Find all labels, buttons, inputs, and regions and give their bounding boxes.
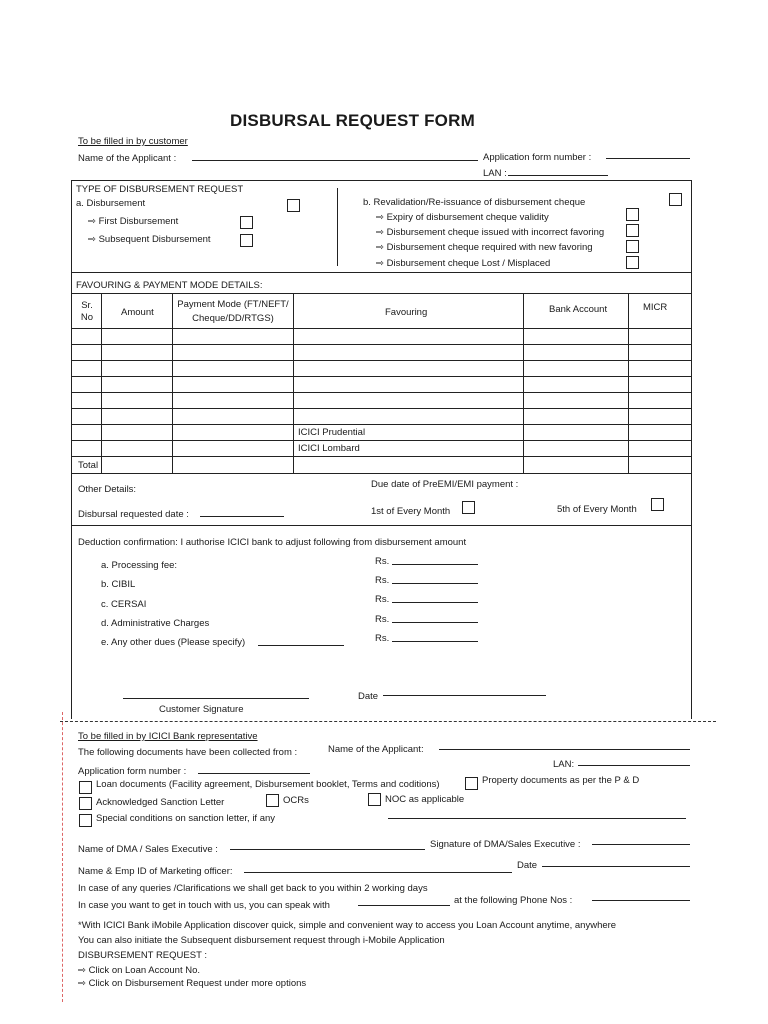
bank-section-heading: To be filled in by ICICI Bank representative [78, 731, 258, 742]
subsequent-disbursement-label: ⇨ Subsequent Disbursement [88, 234, 211, 245]
disbursement-a-label: a. Disbursement [76, 198, 146, 209]
noc-label: NOC as applicable [385, 794, 465, 805]
table-col-line [628, 293, 629, 473]
lost-cheque-label: ⇨ Disbursement cheque Lost / Misplaced [376, 258, 551, 269]
expiry-checkbox[interactable] [626, 208, 639, 221]
other-details-label: Other Details: [78, 484, 137, 495]
bank-app-form-field[interactable] [198, 773, 310, 774]
disbursal-date-field[interactable] [200, 516, 284, 517]
cersai-amount[interactable] [392, 602, 478, 603]
special-conditions-field[interactable] [388, 818, 686, 819]
bank-date-label: Date [517, 860, 538, 871]
table-bottom [71, 473, 691, 474]
queries-text: In case of any queries /Clarifications we shall get back to you within 2 working days [78, 883, 428, 894]
bank-applicant-name-label: Name of the Applicant: [328, 744, 424, 755]
customer-signature-field[interactable] [123, 698, 309, 699]
prefilled-icici-lombard: ICICI Lombard [298, 443, 360, 454]
total-label: Total [78, 460, 99, 471]
deduction-date-field[interactable] [383, 695, 546, 696]
ocrs-label: OCRs [283, 795, 309, 806]
revalidation-checkbox[interactable] [669, 193, 682, 206]
col-bank-account: Bank Account [549, 304, 608, 315]
col-micr: MICR [643, 302, 668, 313]
table-row-line [71, 328, 691, 329]
marketing-officer-field[interactable] [244, 872, 512, 873]
deduction-item-cersai: c. CERSAI [101, 599, 147, 610]
admin-charges-amount[interactable] [392, 622, 478, 623]
table-col-line [523, 293, 524, 473]
step-loan-account: ⇨ Click on Loan Account No. [78, 965, 201, 976]
table-row-line [71, 392, 691, 393]
col-sr [73, 300, 101, 324]
property-docs-label: Property documents as per the P & D [482, 775, 640, 786]
margin-dash [62, 712, 63, 1002]
bank-lan-label: LAN: [553, 759, 575, 770]
incorrect-favoring-checkbox[interactable] [626, 224, 639, 237]
marketing-officer-label: Name & Emp ID of Marketing officer: [78, 866, 233, 877]
lost-cheque-checkbox[interactable] [626, 256, 639, 269]
dma-signature-label: Signature of DMA/Sales Executive : [430, 839, 581, 850]
first-disbursement-checkbox[interactable] [240, 216, 253, 229]
rs-label: Rs. [375, 556, 390, 567]
special-conditions-checkbox[interactable] [79, 814, 92, 827]
favouring-heading: FAVOURING & PAYMENT MODE DETAILS: [76, 280, 263, 291]
disbursement-checkbox[interactable] [287, 199, 300, 212]
lan-label: LAN : [483, 168, 507, 179]
bank-lan-field[interactable] [578, 765, 690, 766]
table-row-line [71, 424, 691, 425]
type-divider [337, 188, 338, 266]
ocrs-checkbox[interactable] [266, 794, 279, 807]
contact-text-b: at the following Phone Nos : [454, 895, 573, 906]
other-dues-field[interactable] [258, 645, 344, 646]
disbursement-request-label: DISBURSEMENT REQUEST : [78, 950, 207, 961]
contact-text-a: In case you want to get in touch with us, you can speak with [78, 900, 330, 911]
prefilled-icici-prudential: ICICI Prudential [298, 427, 366, 438]
collected-from-label: The following documents have been collected from : [78, 747, 298, 758]
imobile-text: *With ICICI Bank iMobile Application discover quick, simple and convenient way to access you Loan Account anytime, anywhere [78, 920, 617, 931]
cut-line [60, 721, 716, 722]
table-row-line [71, 344, 691, 345]
col-sr-line1: Sr. [81, 300, 93, 311]
table-row-line [71, 408, 691, 409]
bank-date-field[interactable] [542, 866, 690, 867]
loan-docs-checkbox[interactable] [79, 781, 92, 794]
first-of-month-label: 1st of Every Month [371, 506, 451, 517]
subsequent-text: You can also initiate the Subsequent disbursement request through i-Mobile Application [78, 935, 445, 946]
dma-name-label: Name of DMA / Sales Executive : [78, 844, 218, 855]
fifth-of-month-label: 5th of Every Month [557, 504, 637, 515]
disbursal-date-label: Disbursal requested date : [78, 509, 189, 520]
dma-name-field[interactable] [230, 849, 425, 850]
table-top [71, 293, 691, 294]
dma-signature-field[interactable] [592, 844, 690, 845]
table-col-line [101, 293, 102, 473]
incorrect-favoring-label: ⇨ Disbursement cheque issued with incorrect favoring [376, 227, 605, 238]
section-divider [71, 272, 691, 273]
processing-fee-amount[interactable] [392, 564, 478, 565]
app-form-number-label: Application form number : [483, 152, 592, 163]
first-disbursement-label: ⇨ First Disbursement [88, 216, 179, 227]
col-amount: Amount [121, 307, 154, 318]
special-conditions-label: Special conditions on sanction letter, if any [96, 813, 276, 824]
other-dues-amount[interactable] [392, 641, 478, 642]
noc-checkbox[interactable] [368, 793, 381, 806]
customer-signature-label: Customer Signature [159, 704, 244, 715]
property-docs-checkbox[interactable] [465, 777, 478, 790]
new-favoring-checkbox[interactable] [626, 240, 639, 253]
applicant-name-label: Name of the Applicant : [78, 153, 177, 164]
table-row-line [71, 376, 691, 377]
type-heading: TYPE OF DISBURSEMENT REQUEST [76, 184, 244, 195]
table-row-line [71, 456, 691, 457]
step-disbursement-request: ⇨ Click on Disbursement Request under more options [78, 978, 307, 989]
bank-applicant-name-field[interactable] [439, 749, 690, 750]
phone-field[interactable] [592, 900, 690, 901]
new-favoring-label: ⇨ Disbursement cheque required with new favoring [376, 242, 593, 253]
table-col-line [172, 293, 173, 473]
col-payment-mode: Payment Mode (FT/NEFT/ Cheque/DD/RTGS) [177, 299, 289, 324]
section-divider [71, 525, 691, 526]
first-of-month-checkbox[interactable] [462, 501, 475, 514]
bank-app-form-label: Application form number : [78, 766, 187, 777]
table-row-line [71, 360, 691, 361]
deduction-item-other: e. Any other dues (Please specify) [101, 637, 246, 648]
form-title: DISBURSAL REQUEST FORM [230, 111, 475, 130]
sanction-letter-label: Acknowledged Sanction Letter [96, 797, 225, 808]
lan-field[interactable] [508, 175, 608, 176]
deduction-item-cibil: b. CIBIL [101, 579, 136, 590]
deduction-heading: Deduction confirmation: I authorise ICICI bank to adjust following from disbursement amount [78, 537, 467, 548]
subsequent-disbursement-checkbox[interactable] [240, 234, 253, 247]
col-favouring: Favouring [385, 307, 428, 318]
fifth-of-month-checkbox[interactable] [651, 498, 664, 511]
loan-docs-label: Loan documents (Facility agreement, Disbursement booklet, Terms and coditions) [96, 779, 440, 790]
customer-section-heading: To be filled in by customer [78, 136, 188, 147]
applicant-name-field[interactable] [192, 160, 478, 161]
table-row-line [71, 440, 691, 441]
rs-label: Rs. [375, 633, 390, 644]
expiry-label: ⇨ Expiry of disbursement cheque validity [376, 212, 549, 223]
sanction-letter-checkbox[interactable] [79, 797, 92, 810]
col-sr-line2: No [80, 312, 94, 323]
deduction-item-processing: a. Processing fee: [101, 560, 178, 571]
deduction-item-admin: d. Administrative Charges [101, 618, 210, 629]
table-col-line [293, 293, 294, 473]
cibil-amount[interactable] [392, 583, 478, 584]
contact-person-field[interactable] [358, 905, 450, 906]
rs-label: Rs. [375, 614, 390, 625]
revalidation-b-label: b. Revalidation/Re-issuance of disbursement cheque [363, 197, 586, 208]
deduction-date-label: Date [358, 691, 379, 702]
rs-label: Rs. [375, 594, 390, 605]
due-date-label: Due date of PreEMI/EMI payment : [371, 479, 519, 490]
app-form-number-field[interactable] [606, 158, 690, 159]
rs-label: Rs. [375, 575, 390, 586]
